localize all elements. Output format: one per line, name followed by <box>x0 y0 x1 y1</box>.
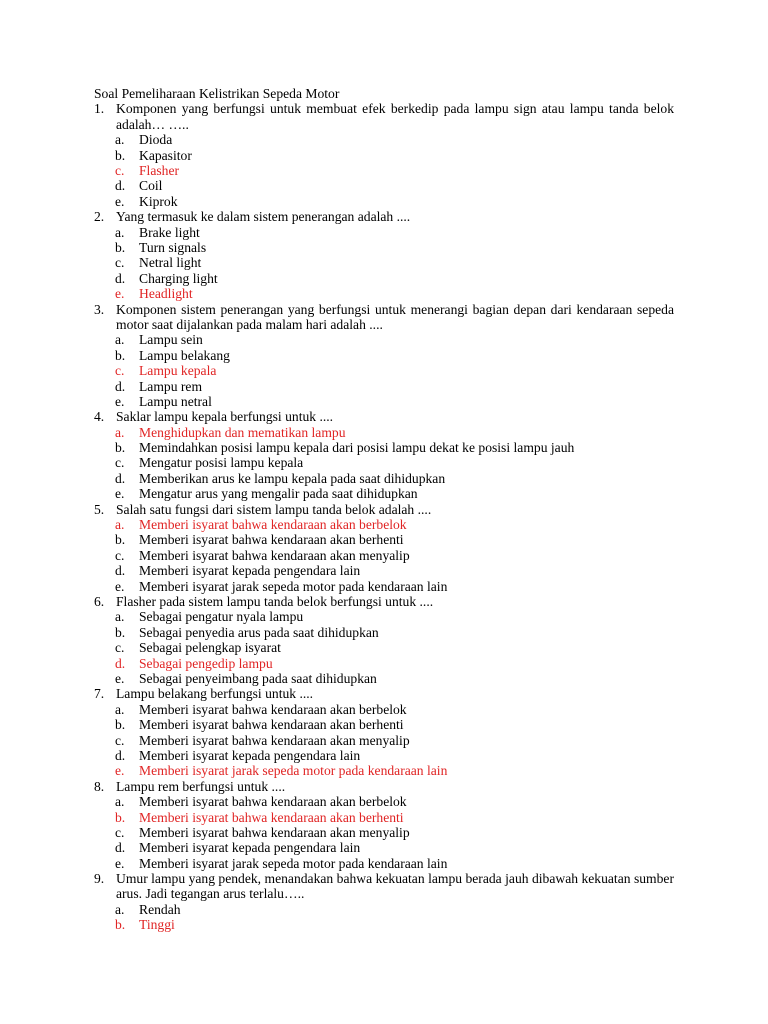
option-text: Memberi isyarat bahwa kendaraan akan menyalip <box>139 824 410 840</box>
option-letter: a. <box>115 132 125 148</box>
answer-option <box>94 163 674 178</box>
option-text: Coil <box>139 178 163 194</box>
question-text: Lampu rem berfungsi untuk .... <box>116 778 286 794</box>
option-letter: e. <box>115 670 125 686</box>
option-item <box>94 532 674 547</box>
option-letter: e. <box>115 578 125 594</box>
question-text: Yang termasuk ke dalam sistem penerangan adalah .... <box>116 209 411 225</box>
question-number: 9. <box>94 871 105 887</box>
option-letter: e. <box>115 286 125 302</box>
question-text: Lampu belakang berfungsi untuk .... <box>116 686 314 702</box>
option-text: Memberi isyarat jarak sepeda motor pada kendaraan lain <box>139 578 448 594</box>
question-item <box>94 779 674 871</box>
option-text: Headlight <box>139 286 193 302</box>
question-number: 7. <box>94 686 105 702</box>
option-letter: a. <box>115 424 125 440</box>
answer-option <box>94 763 674 778</box>
option-text: Dioda <box>139 132 173 148</box>
option-letter: a. <box>115 517 125 533</box>
option-item <box>94 609 674 624</box>
option-letter: c. <box>115 732 125 748</box>
question-item <box>94 871 674 933</box>
question-number: 4. <box>94 409 105 425</box>
option-letter: e. <box>115 393 125 409</box>
option-text: Memberi isyarat bahwa kendaraan akan berbelok <box>139 794 407 810</box>
option-text: Lampu sein <box>139 332 203 348</box>
option-text: Netral light <box>139 255 202 271</box>
option-letter: b. <box>115 624 126 640</box>
option-letter: b. <box>115 717 126 733</box>
option-letter: b. <box>115 809 126 825</box>
question-item <box>94 594 674 686</box>
answer-option <box>94 810 674 825</box>
option-item <box>94 702 674 717</box>
option-text: Memberikan arus ke lampu kepala pada saat dihidupkan <box>139 470 446 486</box>
option-text: Kiprok <box>139 193 178 209</box>
option-text: Lampu belakang <box>139 347 230 363</box>
option-text: Flasher <box>139 162 180 178</box>
option-text: Sebagai pengatur nyala lampu <box>139 609 304 625</box>
option-text: Lampu netral <box>139 393 212 409</box>
question-text: Saklar lampu kepala berfungsi untuk .... <box>116 409 334 425</box>
option-item <box>94 271 674 286</box>
question-text: Salah satu fungsi dari sistem lampu tanda belok adalah .... <box>116 501 432 517</box>
option-text: Memberi isyarat bahwa kendaraan akan berhenti <box>139 717 404 733</box>
option-letter: c. <box>115 455 125 471</box>
option-text: Memberi isyarat bahwa kendaraan akan menyalip <box>139 732 410 748</box>
option-item <box>94 225 674 240</box>
answer-option <box>94 286 674 301</box>
option-text: Mengatur arus yang mengalir pada saat dihidupkan <box>139 486 418 502</box>
option-item <box>94 148 674 163</box>
answer-option <box>94 425 674 440</box>
option-item <box>94 455 674 470</box>
option-text: Memberi isyarat kepada pengendara lain <box>139 840 361 856</box>
option-item <box>94 332 674 347</box>
question-text: Umur lampu yang pendek, menandakan bahwa kekuatan lampu berada jauh dibawah kekuatan sumber arus. Jadi tegangan arus terlalu….. <box>116 871 674 902</box>
option-item <box>94 194 674 209</box>
option-text: Sebagai pengedip lampu <box>139 655 273 671</box>
option-letter: d. <box>115 178 126 194</box>
option-text: Sebagai penyedia arus pada saat dihidupkan <box>139 624 379 640</box>
question-text: Komponen yang berfungsi untuk membuat efek berkedip pada lampu sign atau lampu tanda belok adalah… ….. <box>116 101 674 132</box>
question-text: Komponen sistem penerangan yang berfungsi untuk menerangi bagian depan dari kendaraan sepeda motor saat dijalankan pada malam hari adalah .... <box>116 301 674 332</box>
option-text: Sebagai pelengkap isyarat <box>139 640 281 656</box>
option-letter: b. <box>115 239 126 255</box>
option-letter: c. <box>115 363 125 379</box>
question-item <box>94 101 674 209</box>
option-text: Sebagai penyeimbang pada saat dihidupkan <box>139 670 377 686</box>
option-item <box>94 348 674 363</box>
question-number: 5. <box>94 501 105 517</box>
option-letter: a. <box>115 224 125 240</box>
question-number: 2. <box>94 209 105 225</box>
option-text: Memberi isyarat kepada pengendara lain <box>139 563 361 579</box>
option-letter: b. <box>115 440 126 456</box>
option-text: Memberi isyarat bahwa kendaraan akan berhenti <box>139 809 404 825</box>
option-item <box>94 625 674 640</box>
option-item <box>94 748 674 763</box>
answer-option <box>94 363 674 378</box>
question-list <box>94 101 674 932</box>
option-text: Lampu rem <box>139 378 203 394</box>
option-text: Memberi isyarat bahwa kendaraan akan berbelok <box>139 701 407 717</box>
option-text: Lampu kepala <box>139 363 217 379</box>
option-item <box>94 733 674 748</box>
option-letter: e. <box>115 763 125 779</box>
question-item <box>94 209 674 301</box>
question-number: 8. <box>94 778 105 794</box>
option-item <box>94 440 674 455</box>
option-letter: a. <box>115 332 125 348</box>
option-text: Menghidupkan dan mematikan lampu <box>139 424 346 440</box>
question-item <box>94 302 674 410</box>
option-item <box>94 132 674 147</box>
option-text: Memberi isyarat jarak sepeda motor pada kendaraan lain <box>139 855 448 871</box>
option-text: Brake light <box>139 224 200 240</box>
option-text: Kapasitor <box>139 147 192 163</box>
option-letter: a. <box>115 794 125 810</box>
option-item <box>94 394 674 409</box>
option-item <box>94 794 674 809</box>
option-letter: c. <box>115 824 125 840</box>
question-item <box>94 686 674 778</box>
option-letter: d. <box>115 747 126 763</box>
answer-option <box>94 917 674 932</box>
option-text: Memberi isyarat bahwa kendaraan akan berbelok <box>139 517 407 533</box>
option-item <box>94 471 674 486</box>
option-item <box>94 856 674 871</box>
option-letter: b. <box>115 347 126 363</box>
option-letter: c. <box>115 547 125 563</box>
option-letter: a. <box>115 609 125 625</box>
option-letter: d. <box>115 563 126 579</box>
question-number: 3. <box>94 301 105 317</box>
option-letter: c. <box>115 640 125 656</box>
option-letter: b. <box>115 532 126 548</box>
option-text: Charging light <box>139 270 218 286</box>
option-item <box>94 902 674 917</box>
option-text: Turn signals <box>139 239 207 255</box>
option-letter: a. <box>115 701 125 717</box>
option-item <box>94 825 674 840</box>
option-text: Mengatur posisi lampu kepala <box>139 455 304 471</box>
option-text: Memindahkan posisi lampu kepala dari posisi lampu dekat ke posisi lampu jauh <box>139 440 575 456</box>
option-letter: d. <box>115 378 126 394</box>
option-letter: d. <box>115 840 126 856</box>
option-text: Memberi isyarat jarak sepeda motor pada kendaraan lain <box>139 763 448 779</box>
option-text: Memberi isyarat bahwa kendaraan akan berhenti <box>139 532 404 548</box>
question-number: 6. <box>94 594 105 609</box>
document-page <box>94 86 674 933</box>
option-item <box>94 563 674 578</box>
option-item <box>94 548 674 563</box>
option-letter: d. <box>115 655 126 671</box>
option-item <box>94 379 674 394</box>
option-letter: e. <box>115 486 125 502</box>
option-letter: b. <box>115 147 126 163</box>
option-item <box>94 240 674 255</box>
option-letter: b. <box>115 917 126 933</box>
option-item <box>94 486 674 501</box>
option-letter: d. <box>115 470 126 486</box>
option-text: Rendah <box>139 901 181 917</box>
answer-option <box>94 656 674 671</box>
option-text: Tinggi <box>139 917 175 933</box>
option-item <box>94 178 674 193</box>
option-text: Memberi isyarat kepada pengendara lain <box>139 747 361 763</box>
answer-option <box>94 517 674 532</box>
option-item <box>94 671 674 686</box>
option-item <box>94 579 674 594</box>
question-item <box>94 409 674 501</box>
option-text: Memberi isyarat bahwa kendaraan akan menyalip <box>139 547 410 563</box>
question-item <box>94 502 674 594</box>
document-title: Soal Pemeliharaan Kelistrikan Sepeda Motor <box>94 86 340 101</box>
question-number: 1. <box>94 101 105 117</box>
option-letter: e. <box>115 193 125 209</box>
option-item <box>94 717 674 732</box>
option-item <box>94 640 674 655</box>
option-letter: c. <box>115 162 125 178</box>
option-item <box>94 840 674 855</box>
question-text: Flasher pada sistem lampu tanda belok berfungsi untuk .... <box>116 594 434 609</box>
option-letter: c. <box>115 255 125 271</box>
option-letter: d. <box>115 270 126 286</box>
option-letter: e. <box>115 855 125 871</box>
option-letter: a. <box>115 901 125 917</box>
option-item <box>94 255 674 270</box>
